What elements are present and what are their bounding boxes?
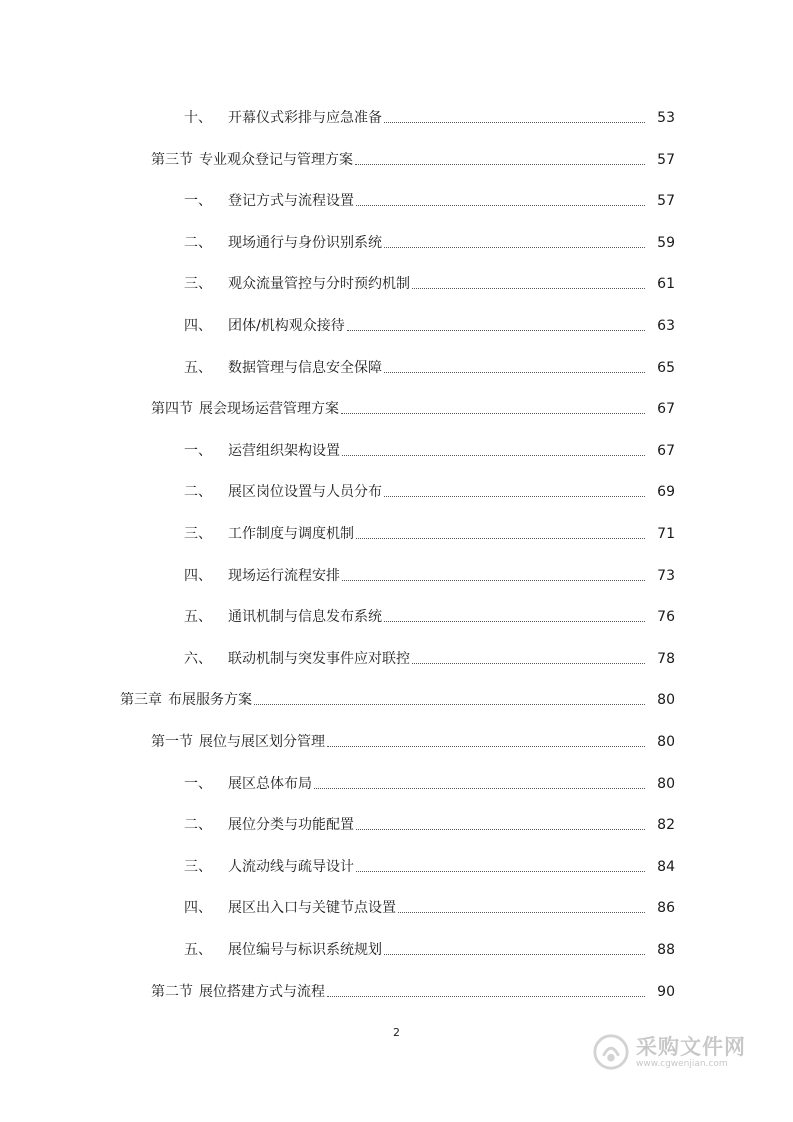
toc-dot-leader (384, 246, 645, 248)
toc-entry-item (0, 935, 793, 959)
toc-dot-leader (356, 870, 645, 872)
toc-entry-page: 67 (657, 401, 675, 418)
toc-entry-title: 展区岗位设置与人员分布 (228, 484, 382, 501)
watermark-logo-icon (592, 1033, 630, 1071)
toc-entry-item (0, 353, 793, 377)
toc-entry-item (0, 186, 793, 210)
toc-entry-item (0, 893, 793, 917)
toc-dot-leader (412, 287, 645, 289)
toc-dot-leader (347, 329, 645, 331)
toc-entry-number: 第四节 (151, 401, 193, 418)
toc-entry-page: 76 (657, 609, 675, 626)
toc-entry-title: 团体/机构观众接待 (228, 318, 345, 334)
toc-entry-item (0, 810, 793, 834)
toc-dot-leader (342, 454, 645, 456)
toc-dot-leader (384, 953, 645, 955)
toc-entry-title: 布展服务方案 (168, 692, 252, 709)
toc-entry-title: 开幕仪式彩排与应急准备 (228, 110, 382, 126)
toc-dot-leader (356, 537, 645, 539)
toc-entry-page: 57 (657, 151, 675, 168)
toc-entry-page: 67 (657, 442, 675, 459)
toc-entry-number: 五、 (184, 609, 212, 626)
watermark-title: 采购文件网 (636, 1034, 746, 1059)
toc-dot-leader (384, 495, 645, 497)
toc-entry-section (0, 394, 793, 418)
toc-entry-number: 一、 (184, 775, 212, 792)
toc-entry-number: 四、 (184, 567, 212, 584)
toc-entry-number: 第一节 (151, 734, 193, 750)
toc-entry-title: 现场运行流程安排 (228, 567, 340, 584)
toc-entry-title: 展位分类与功能配置 (228, 817, 354, 834)
toc-entry-number: 一、 (184, 442, 212, 459)
toc-dot-leader (355, 163, 645, 165)
toc-entry-item (0, 561, 793, 585)
toc-entry-page: 80 (657, 692, 675, 709)
toc-entry-section (0, 145, 793, 169)
toc-entry-number: 三、 (184, 276, 212, 293)
toc-entry-page: 69 (657, 484, 675, 501)
toc-entry-item (0, 519, 793, 543)
toc-entry-number: 二、 (184, 484, 212, 501)
watermark-domain: www.cgwenjian.com (636, 1058, 728, 1069)
toc-entry-page: 63 (657, 318, 675, 334)
toc-entry-page: 73 (657, 567, 675, 584)
toc-entry-page: 80 (657, 734, 675, 750)
toc-entry-number: 第三节 (151, 151, 193, 168)
toc-entry-title: 联动机制与突发事件应对联控 (228, 650, 410, 667)
toc-entry-title: 工作制度与调度机制 (228, 526, 354, 542)
toc-entry-page: 86 (657, 900, 675, 917)
toc-dot-leader (398, 911, 645, 913)
toc-entry-number: 三、 (184, 858, 212, 875)
toc-entry-title: 观众流量管控与分时预约机制 (228, 276, 410, 293)
toc-entry-title: 现场通行与身份识别系统 (228, 234, 382, 251)
toc-dot-leader (341, 412, 645, 414)
toc-entry-page: 78 (657, 650, 675, 667)
toc-entry-number: 六、 (184, 650, 212, 667)
toc-entry-number: 二、 (184, 817, 212, 834)
toc-dot-leader (384, 620, 645, 622)
toc-entry-section (0, 977, 793, 1001)
toc-dot-leader (342, 579, 645, 581)
toc-entry-title: 运营组织架构设置 (228, 442, 340, 459)
toc-dot-leader (327, 995, 645, 997)
toc-entry-page: 90 (657, 983, 675, 1000)
toc-dot-leader (356, 828, 645, 830)
toc-entry-page: 59 (657, 234, 675, 251)
toc-entry-page: 53 (657, 110, 675, 126)
toc-dot-leader (356, 204, 645, 206)
toc-entry-number: 一、 (184, 193, 212, 210)
watermark (592, 1028, 762, 1076)
toc-entry-number: 十、 (184, 110, 212, 126)
toc-entry-number: 三、 (184, 526, 212, 542)
toc-dot-leader (384, 121, 645, 123)
toc-entry-item (0, 436, 793, 460)
toc-entry-page: 88 (657, 942, 675, 958)
toc-dot-leader (327, 745, 645, 747)
toc-entry-number: 五、 (184, 359, 212, 376)
toc-entry-item (0, 103, 793, 127)
toc-entry-title: 登记方式与流程设置 (228, 193, 354, 210)
toc-entry-page: 82 (657, 817, 675, 834)
toc-entry-chapter (0, 685, 793, 709)
toc-entry-item (0, 602, 793, 626)
toc-entry-item (0, 311, 793, 335)
toc-entry-page: 61 (657, 276, 675, 293)
toc-entry-item (0, 852, 793, 876)
toc-entry-title: 专业观众登记与管理方案 (199, 151, 353, 168)
toc-entry-page: 57 (657, 193, 675, 210)
toc-dot-leader (412, 662, 645, 664)
toc-dot-leader (314, 787, 645, 789)
toc-entry-number: 二、 (184, 234, 212, 251)
toc-entry-page: 80 (657, 775, 675, 792)
toc-entry-section (0, 727, 793, 751)
toc-entry-page: 71 (657, 526, 675, 542)
toc-entry-title: 展会现场运营管理方案 (199, 401, 339, 418)
toc-entry-title: 展区出入口与关键节点设置 (228, 900, 396, 917)
toc-entry-number: 四、 (184, 900, 212, 917)
toc-entry-title: 人流动线与疏导设计 (228, 858, 354, 875)
toc-entry-title: 通讯机制与信息发布系统 (228, 609, 382, 626)
toc-entry-item (0, 269, 793, 293)
toc-entry-number: 第二节 (151, 983, 193, 1000)
toc-entry-title: 数据管理与信息安全保障 (228, 359, 382, 376)
toc-dot-leader (384, 371, 645, 373)
toc-entry-title: 展位编号与标识系统规划 (228, 942, 382, 958)
toc-entry-item (0, 644, 793, 668)
toc-entry-item (0, 477, 793, 501)
toc-entry-item (0, 228, 793, 252)
toc-entry-number: 五、 (184, 942, 212, 958)
toc-dot-leader (254, 703, 645, 705)
toc-entry-page: 84 (657, 858, 675, 875)
toc-entry-number: 第三章 (120, 692, 162, 709)
toc-entry-title: 展位搭建方式与流程 (199, 983, 325, 1000)
page-number: 2 (393, 1026, 400, 1039)
toc-entry-number: 四、 (184, 318, 212, 334)
toc-entry-title: 展位与展区划分管理 (199, 734, 325, 750)
toc-entry-item (0, 769, 793, 793)
toc-entry-page: 65 (657, 359, 675, 376)
toc-entry-title: 展区总体布局 (228, 775, 312, 792)
